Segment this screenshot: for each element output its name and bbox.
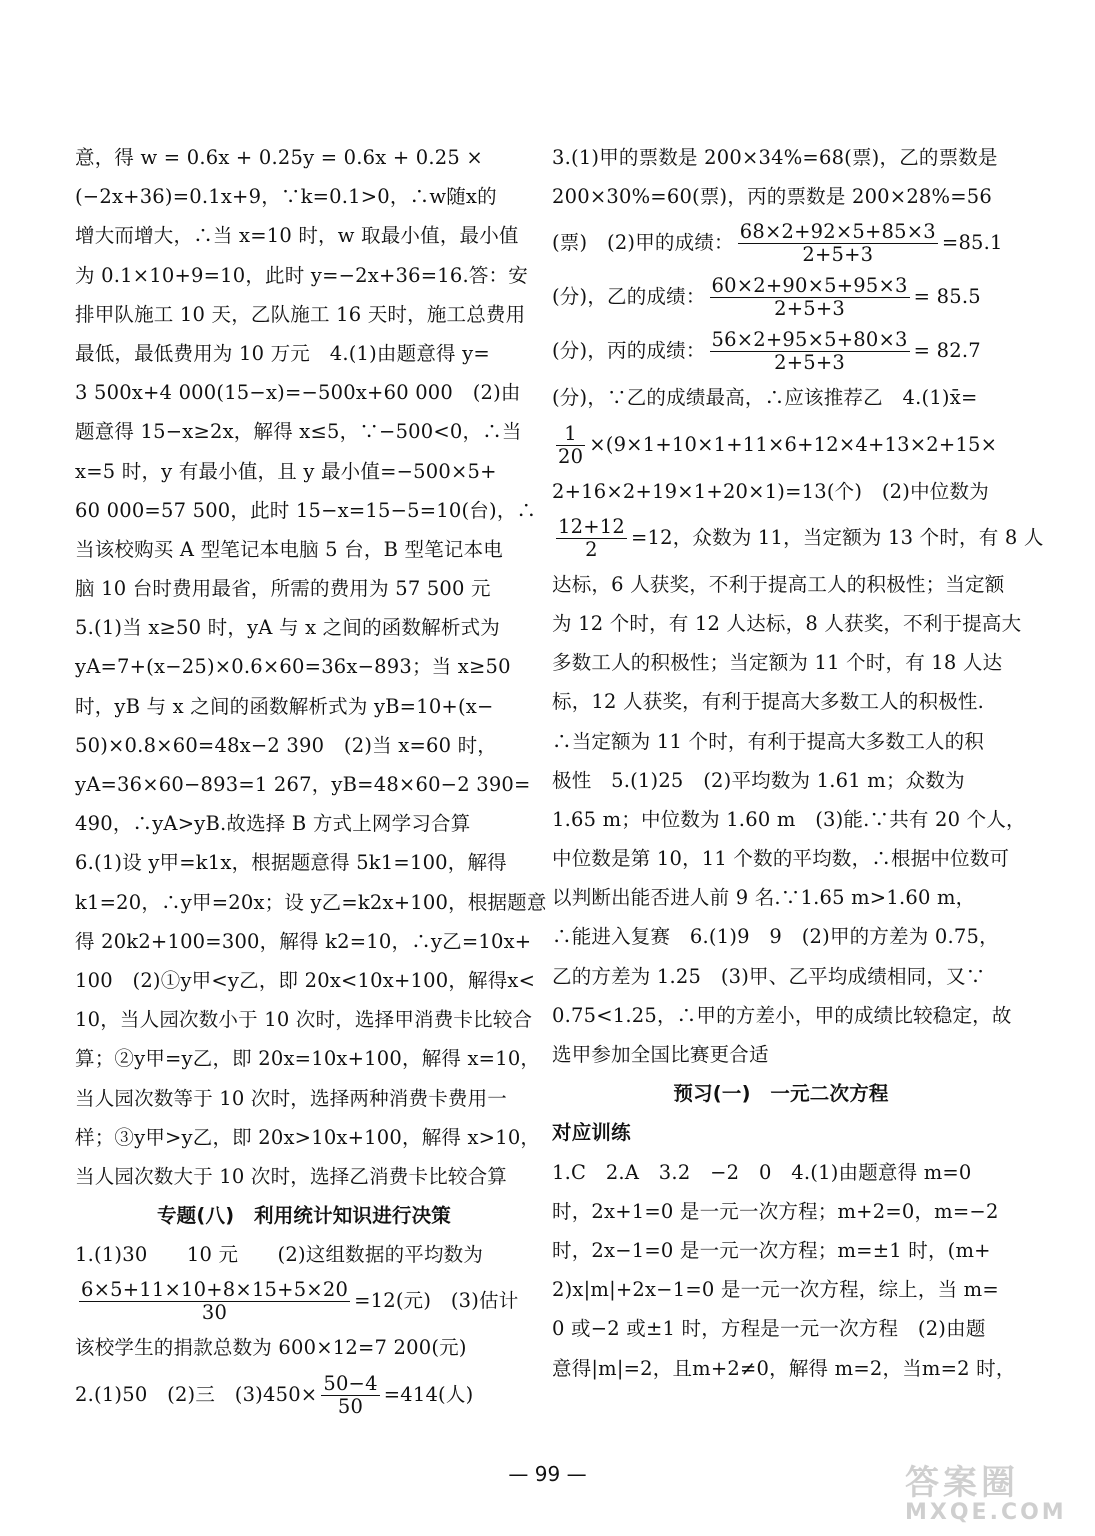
fraction	[710, 329, 910, 374]
text-line: 脑 10 台时费用最省，所需的费用为 57 500 元	[75, 577, 491, 601]
text-line: 50)×0.8×60=48x−2 390 (2)当 x=60 时，	[75, 733, 498, 757]
watermark-url: MXQE.COM	[905, 1500, 1067, 1525]
text-line: x=5 时，y 有最小值，且 y 最小值=−500×5+	[75, 459, 497, 483]
text-line	[552, 270, 1010, 324]
fraction-denominator: 2+5+3	[774, 297, 846, 321]
text-segment: (分)，丙的成绩：	[552, 339, 706, 363]
text-line: 中位数是第 10，11 个数的平均数，∴根据中位数可	[552, 847, 1010, 871]
fraction-numerator: 1	[556, 423, 585, 446]
fraction-numerator: 50−4	[323, 1371, 378, 1395]
watermark-logo	[905, 1455, 1085, 1531]
text-line: 题意得 15−x≥2x，解得 x≤5，∵−500<0，∴当	[75, 420, 522, 444]
text-line: 为 12 个时，有 12 人达标，8 人获奖，不利于提高大	[552, 611, 1022, 635]
text-line	[552, 511, 1044, 565]
text-line: 10，当人园次数小于 10 次时，选择甲消费卡比较合	[75, 1008, 533, 1032]
text-line	[552, 216, 1010, 270]
text-line: 增大而增大，∴当 x=10 时，w 取最小值，最小值	[75, 224, 519, 248]
text-line: 最低，最低费用为 10 万元 4.(1)由题意得 y=	[75, 341, 490, 365]
text-line: 3.(1)甲的票数是 200×34%=68(票)，乙的票数是	[552, 146, 998, 169]
text-segment: (分)，乙的成绩：	[552, 285, 706, 309]
text-line: 意，得 w = 0.6x + 0.25y = 0.6x + 0.25 ×	[75, 146, 483, 169]
text-segment: 2.(1)50 (2)三 (3)450×	[75, 1382, 318, 1406]
text-line: 当该校购买 A 型笔记本电脑 5 台，B 型笔记本电	[75, 537, 504, 561]
text-line: 当人园次数大于 10 次时，选择乙消费卡比较合算	[75, 1164, 508, 1188]
text-segment: =85.1	[941, 231, 1003, 255]
text-line: 时，2x−1=0 是一元一次方程；m=±1 时，(m+	[552, 1238, 991, 1262]
text-line: 490，∴yA>yB.故选择 B 方式上网学习合算	[75, 812, 471, 836]
text-line: k1=20，∴y甲=20x；设 y乙=k2x+100，根据题意	[75, 890, 547, 914]
text-line: 样；③y甲>y乙，即 20x>10x+100，解得 x>10，	[75, 1125, 541, 1149]
text-segment: = 85.5	[913, 285, 981, 309]
left-column	[75, 138, 547, 1422]
page-number: — 99 —	[508, 1462, 587, 1486]
fraction-denominator: 2+5+3	[774, 351, 846, 375]
text-line: ∴当定额为 11 个时，有利于提高大多数工人的积	[552, 729, 985, 753]
text-line: 算；②y甲=y乙，即 20x=10x+100，解得 x=10，	[75, 1047, 541, 1071]
text-line: 选甲参加全国比赛更合适	[552, 1043, 769, 1066]
text-line: 该校学生的捐款总数为 600×12=7 200(元)	[75, 1336, 467, 1360]
text-line: 6.(1)设 y甲=k1x，根据题意得 5k1=100，解得	[75, 851, 507, 875]
text-line: 乙的方差为 1.25 (3)甲、乙平均成绩相同，又∵	[552, 964, 986, 988]
text-line: 意得|m|=2，且m+2≠0，解得 m=2，当m=2 时，	[552, 1356, 1016, 1380]
text-line: 1.(1)30 10 元 (2)这组数据的平均数为	[75, 1243, 484, 1267]
text-line	[552, 418, 1010, 472]
text-line: 以判断出能否进人前 9 名.∵1.65 m>1.60 m，	[552, 886, 976, 910]
text-line: 200×30%=60(票)，丙的票数是 200×28%=56	[552, 185, 993, 209]
right-column	[552, 138, 1044, 1388]
text-line: 多数工人的积极性；当定额为 11 个时，有 18 人达	[552, 651, 1003, 675]
text-line: 2+16×2+19×1+20×1)=13(个) (2)中位数为	[552, 479, 989, 503]
text-line: ∴能进入复赛 6.(1)9 9 (2)甲的方差为 0.75，	[552, 925, 999, 949]
fraction-denominator: 50	[337, 1394, 364, 1418]
text-line: yA=7+(x−25)×0.6×60=36x−893；当 x≥50	[75, 655, 511, 679]
watermark-title: 答案圈	[905, 1463, 1019, 1503]
fraction	[321, 1373, 379, 1418]
text-line: 极性 5.(1)25 (2)平均数为 1.61 m；众数为	[552, 768, 965, 792]
fraction	[556, 423, 585, 468]
fraction-denominator: 2+5+3	[802, 243, 874, 267]
text-line: 0 或−2 或±1 时，方程是一元一次方程 (2)由题	[552, 1317, 986, 1341]
text-line: 时，yB 与 x 之间的函数解析式为 yB=10+(x−	[75, 694, 494, 718]
fraction-numerator: 6×5+11×10+8×15+5×20	[81, 1278, 349, 1302]
text-line: 得 20k2+100=300，解得 k2=10，∴y乙=10x+	[75, 929, 532, 953]
text-line: 达标，6 人获奖，不利于提高工人的积极性；当定额	[552, 572, 1005, 596]
text-line: 1.65 m；中位数为 1.60 m (3)能.∵共有 20 个人，	[552, 807, 1026, 831]
fraction-numerator: 68×2+92×5+85×3	[739, 220, 936, 244]
text-line: 标，12 人获奖，有利于提高大多数工人的积极性.	[552, 690, 985, 714]
text-segment: =414(人)	[383, 1382, 474, 1406]
text-segment: = 82.7	[913, 339, 981, 363]
text-line: 时，2x+1=0 是一元一次方程；m+2=0，m=−2	[552, 1199, 999, 1223]
text-line: 5.(1)当 x≥50 时，yA 与 x 之间的函数解析式为	[75, 616, 500, 640]
text-line: 当人园次数等于 10 次时，选择两种消费卡费用一	[75, 1086, 508, 1110]
fraction	[738, 221, 938, 266]
text-line: 100 (2)①y甲<y乙，即 20x<10x+100，解得x<	[75, 968, 536, 992]
fraction-denominator: 30	[201, 1301, 228, 1325]
text-line: 3 500x+4 000(15−x)=−500x+60 000 (2)由	[75, 381, 521, 405]
section-heading: 预习(一) 一元二次方程	[673, 1082, 889, 1106]
text-line	[75, 1368, 533, 1422]
text-line	[75, 1274, 533, 1328]
fraction-denominator: 20	[558, 444, 584, 468]
text-line: 为 0.1×10+9=10，此时 y=−2x+36=16.答：安	[75, 263, 528, 287]
section-title: 专题(八) 利用统计知识进行决策	[156, 1204, 452, 1228]
subheading: 对应训练	[552, 1121, 631, 1145]
text-segment: ×(9×1+10×1+11×6+12×4+13×2+15×	[589, 432, 998, 456]
text-line: (−2x+36)=0.1x+9，∵k=0.1>0，∴w随x的	[75, 185, 497, 209]
text-segment: =12(元) (3)估计	[354, 1289, 519, 1313]
text-line: 2)x|m|+2x−1=0 是一元一次方程，综上，当 m=	[552, 1278, 999, 1302]
text-segment: =12，众数为 11，当定额为 13 个时，有 8 人	[630, 525, 1044, 549]
fraction-denominator: 2	[585, 537, 598, 561]
text-line: (分)，∵乙的成绩最高，∴应该推荐乙 4.(1)x̄=	[552, 386, 978, 410]
text-line: 60 000=57 500，此时 15−x=15−5=10(台)，∴	[75, 498, 537, 522]
fraction-numerator: 56×2+95×5+80×3	[711, 328, 908, 352]
text-line: 0.75<1.25，∴甲的方差小，甲的成绩比较稳定，故	[552, 1003, 1012, 1027]
fraction	[710, 275, 910, 320]
text-segment: (票) (2)甲的成绩：	[552, 231, 734, 255]
text-line	[552, 324, 1010, 378]
fraction	[79, 1279, 350, 1324]
text-line: 1.C 2.A 3.2 −2 0 4.(1)由题意得 m=0	[552, 1160, 972, 1184]
text-line: yA=36×60−893=1 267，yB=48×60−2 390=	[75, 773, 531, 796]
fraction-numerator: 12+12	[558, 514, 625, 538]
text-line: 排甲队施工 10 天，乙队施工 16 天时，施工总费用	[75, 302, 526, 326]
fraction	[556, 516, 627, 561]
fraction-numerator: 60×2+90×5+95×3	[711, 274, 908, 298]
